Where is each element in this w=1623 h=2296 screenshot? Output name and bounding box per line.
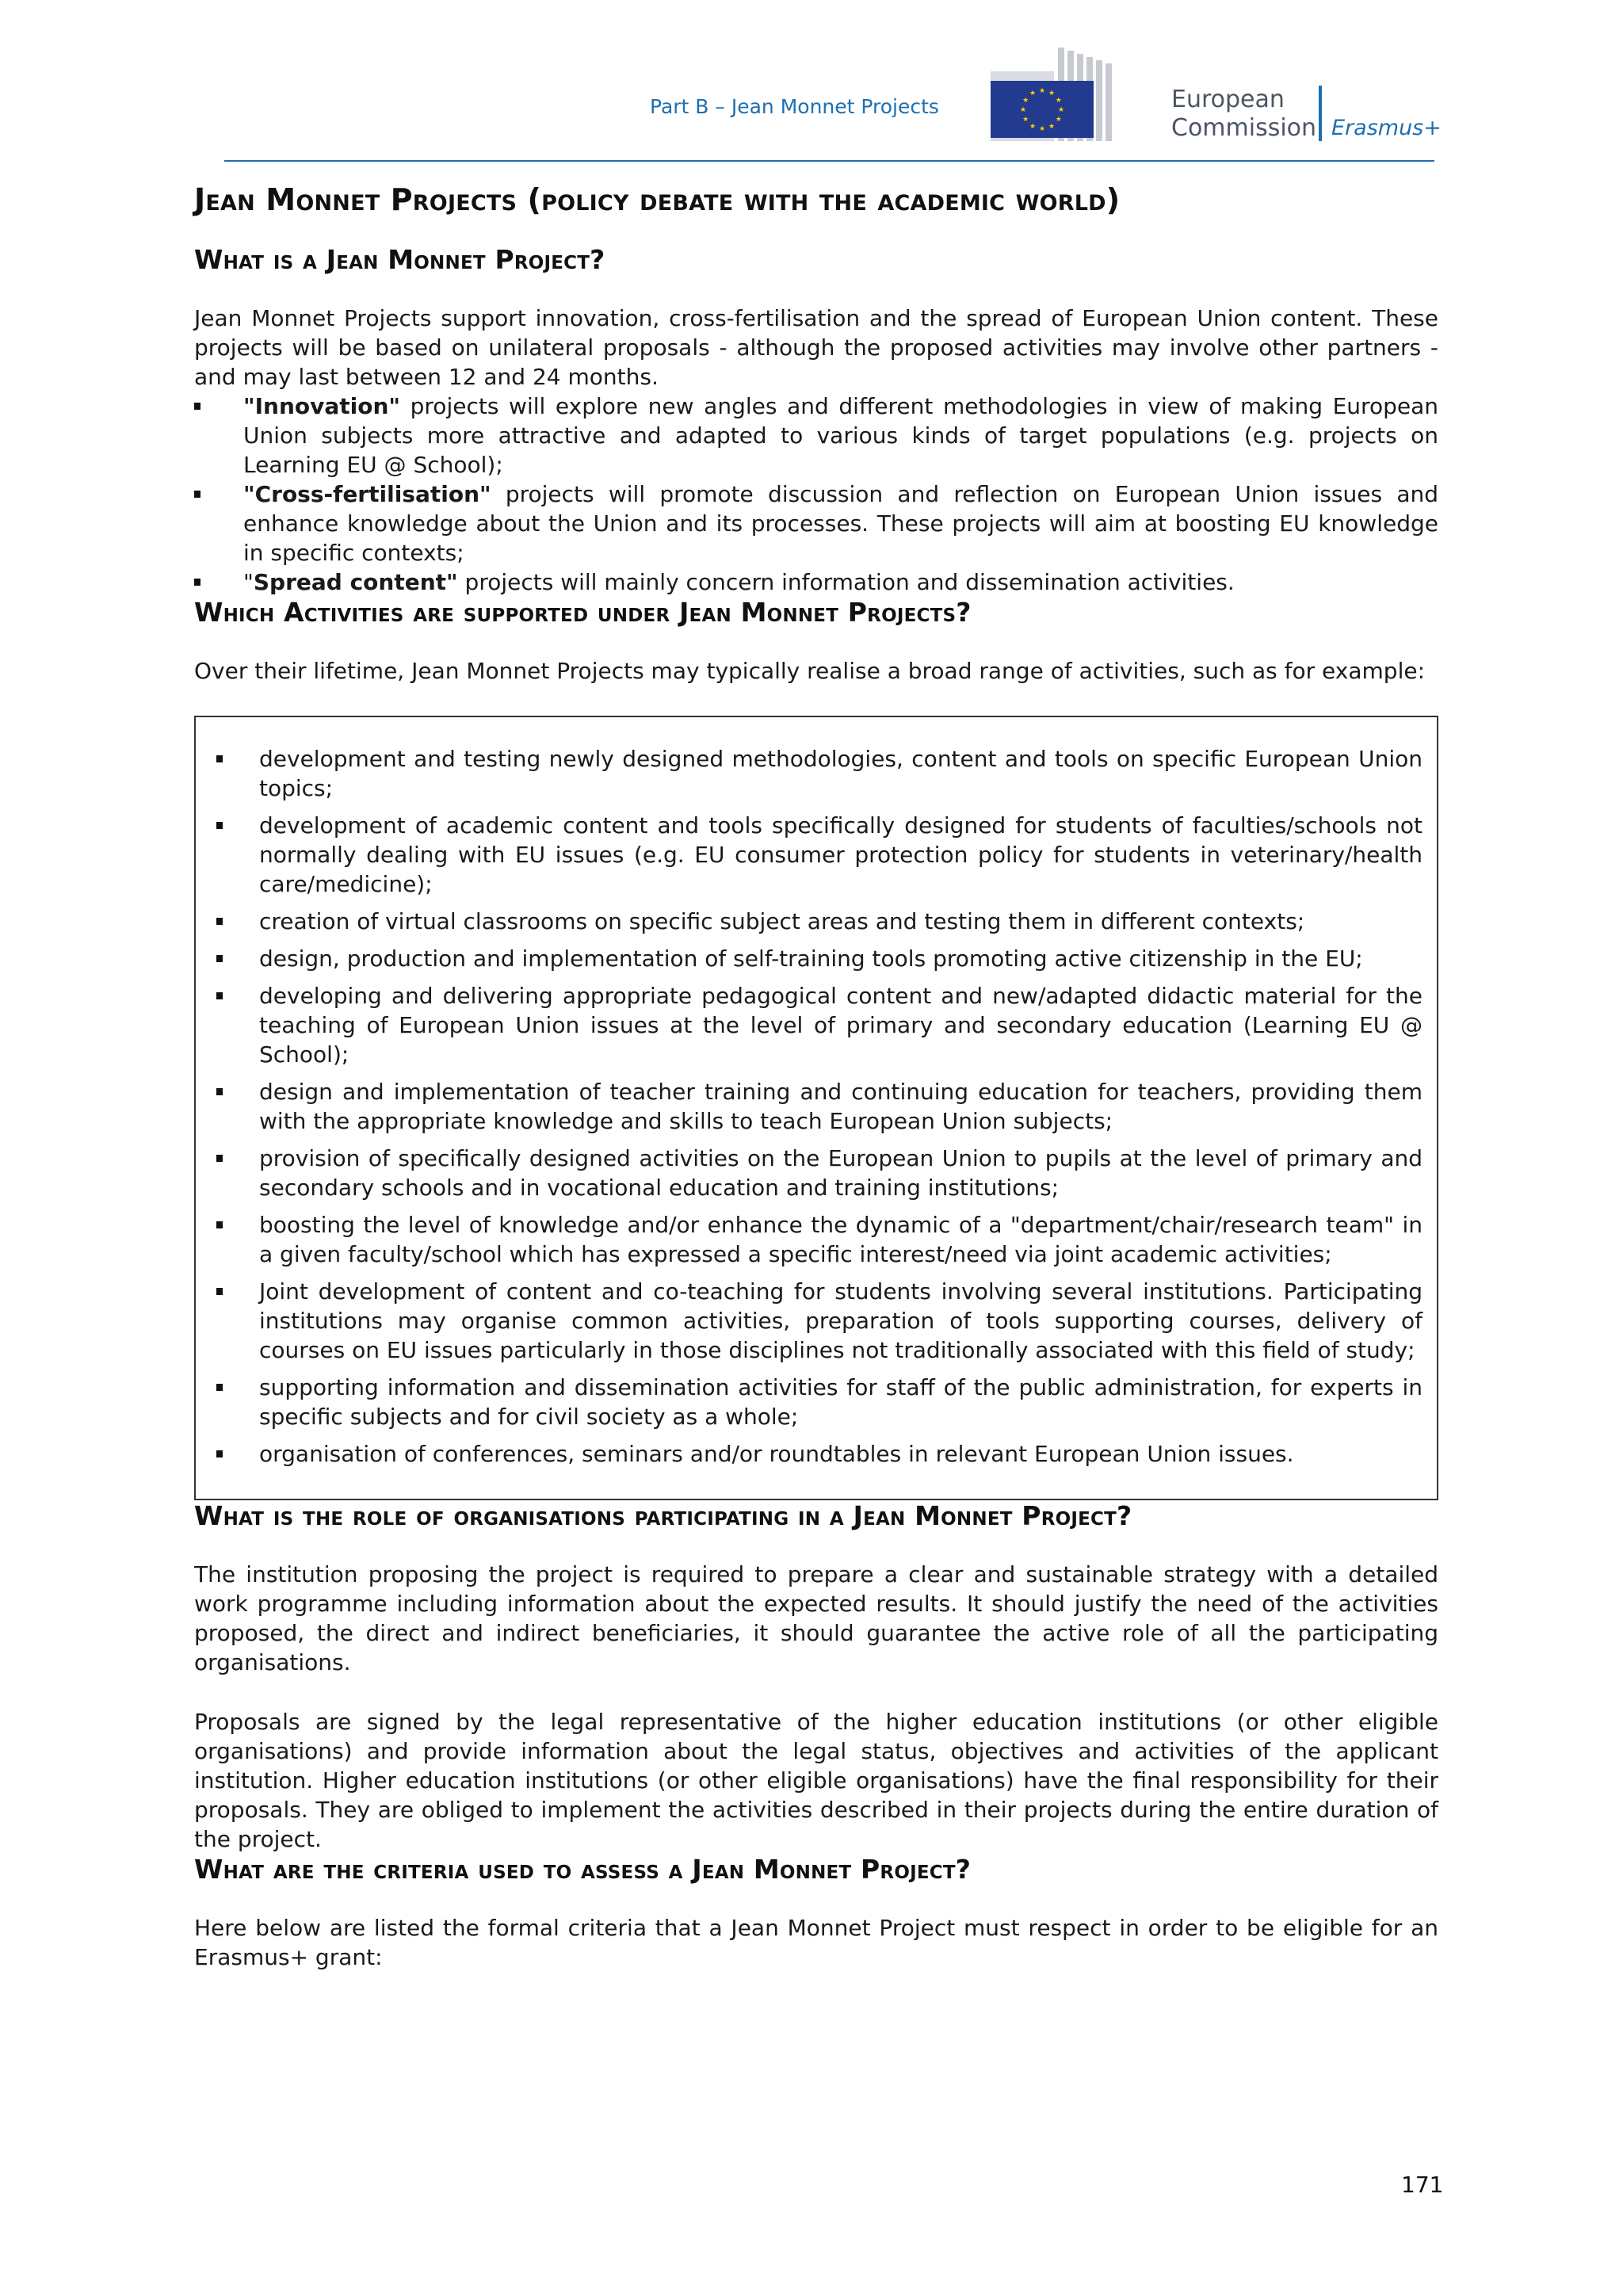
bullet-icon [194, 403, 200, 410]
list-item: Joint development of content and co-teaching for students involving several institutions. Participating institutions may organise common activities, preparation of tools supporting courses, delivery of courses on EU issues particularly in those disciplines not traditionally associated with this field of study; [210, 1277, 1423, 1365]
bullet-icon [216, 918, 223, 925]
list-item: provision of specifically designed activities on the European Union to pupils at the level of primary and secondary schools and in vocational education and training institutions; [210, 1144, 1423, 1202]
header-part-title: Part B – Jean Monnet Projects [650, 95, 939, 118]
list-item: creation of virtual classrooms on specific subject areas and testing them in different contexts; [210, 907, 1423, 936]
page-header [0, 0, 1623, 166]
section-heading-what-is: What is a Jean Monnet Project? [194, 244, 605, 275]
list-item: developing and delivering appropriate pedagogical content and new/adapted didactic material for the teaching of European Union issues at the level of primary and secondary education (Learning EU @ School); [210, 981, 1423, 1069]
bullet-icon [216, 955, 223, 962]
section3-para2: Proposals are signed by the legal representative of the higher education institutions (or other eligible organisations) and provide information about the legal status, objectives and activities of the applicant institution. Higher education institutions (or other eligible organisations) have the final responsibility for their proposals. They are obliged to implement the activities described in their projects during the entire duration of the project. [194, 1709, 1438, 1852]
flag-star-icon: ★ [1057, 106, 1065, 114]
section1-intro: Jean Monnet Projects support innovation, cross-fertilisation and the spread of European Union content. These projects will be based on unilateral proposals - although the proposed activities may involve other partners - and may last between 12 and 24 months. [194, 305, 1438, 390]
logo-divider [1319, 86, 1322, 141]
list-item: design and implementation of teacher training and continuing education for teachers, providing them with the appropriate knowledge and skills to teach European Union subjects; [210, 1077, 1423, 1136]
flag-star-icon: ★ [1055, 97, 1062, 105]
list-item: "Cross-fertilisation" projects will promote discussion and reflection on European Union issues and enhance knowledge about the Union and its processes. These projects will aim at boosting EU knowledge in specific contexts; [194, 479, 1438, 567]
list-item: "Innovation" projects will explore new angles and different methodologies in view of making European Union subjects more attractive and adapted to various kinds of target populations (e.g. projects on Learning EU @ School); [194, 392, 1438, 479]
document-content [194, 182, 1438, 1972]
list-item: boosting the level of knowledge and/or enhance the dynamic of a "department/chair/research team" in a given faculty/school which has expressed a specific interest/need via joint academic activities; [210, 1210, 1423, 1269]
bullet-icon [194, 579, 200, 586]
logo-line-1: European [1171, 86, 1285, 113]
flag-star-icon: ★ [1029, 90, 1037, 98]
bullet-icon [216, 1221, 223, 1228]
project-types-list [194, 392, 1438, 597]
header-rule [224, 160, 1434, 162]
activities-box [194, 716, 1438, 1500]
flag-star-icon: ★ [1038, 87, 1046, 95]
flag-star-icon: ★ [1029, 122, 1037, 131]
activities-list [210, 744, 1423, 1469]
erasmus-logo-text: Erasmus+ [1331, 116, 1442, 140]
bullet-icon [216, 755, 223, 762]
bullet-icon [216, 1384, 223, 1391]
bullet-icon [216, 822, 223, 829]
list-item: organisation of conferences, seminars and/or roundtables in relevant European Union issues. [210, 1439, 1423, 1469]
flag-star-icon: ★ [1038, 125, 1046, 133]
flag-star-icon: ★ [1048, 90, 1056, 98]
bullet-icon [216, 1450, 223, 1457]
flag-star-icon: ★ [1048, 122, 1056, 131]
page-title: Jean Monnet Projects (policy debate with the academic world) [194, 182, 1121, 217]
list-item: design, production and implementation of self-training tools promoting active citizenship in the EU; [210, 944, 1423, 973]
list-item: development and testing newly designed methodologies, content and tools on specific European Union topics; [210, 744, 1423, 803]
flag-star-icon: ★ [1022, 97, 1029, 105]
section-heading-role: What is the role of organisations participating in a Jean Monnet Project? [194, 1500, 1132, 1531]
eu-flag-icon [991, 81, 1094, 138]
bullet-icon [216, 1088, 223, 1095]
list-item: "Spread content" projects will mainly concern information and dissemination activities. [194, 567, 1438, 597]
section3-para1: The institution proposing the project is required to prepare a clear and sustainable strategy with a detailed work programme including information about the expected results. It should justify the need of the activities proposed, the direct and indirect beneficiaries, it should guarantee the active role of all the participating organisations. [194, 1561, 1438, 1675]
section2-intro: Over their lifetime, Jean Monnet Projects may typically realise a broad range of activities, such as for example: [194, 658, 1426, 684]
commission-logo-text [1171, 86, 1316, 143]
bullet-icon [216, 992, 223, 999]
flag-star-icon: ★ [1022, 116, 1029, 124]
bullet-icon [216, 1288, 223, 1295]
page-number: 171 [1401, 2172, 1444, 2198]
logo-line-2: Commission [1171, 114, 1317, 142]
flag-star-icon: ★ [1019, 106, 1027, 114]
bullet-icon [194, 491, 200, 498]
section-heading-activities: Which Activities are supported under Jean Monnet Projects? [194, 597, 972, 628]
list-item: supporting information and dissemination activities for staff of the public administration, for experts in specific subjects and for civil society as a whole; [210, 1373, 1423, 1431]
bullet-icon [216, 1155, 223, 1162]
list-item: development of academic content and tools specifically designed for students of faculties/schools not normally dealing with EU issues (e.g. EU consumer protection policy for students in veterinary/health care/medicine); [210, 811, 1423, 899]
flag-star-icon: ★ [1055, 116, 1062, 124]
section4-intro: Here below are listed the formal criteria that a Jean Monnet Project must respect in order to be eligible for an Erasmus+ grant: [194, 1915, 1438, 1970]
section-heading-criteria: What are the criteria used to assess a Jean Monnet Project? [194, 1854, 972, 1885]
